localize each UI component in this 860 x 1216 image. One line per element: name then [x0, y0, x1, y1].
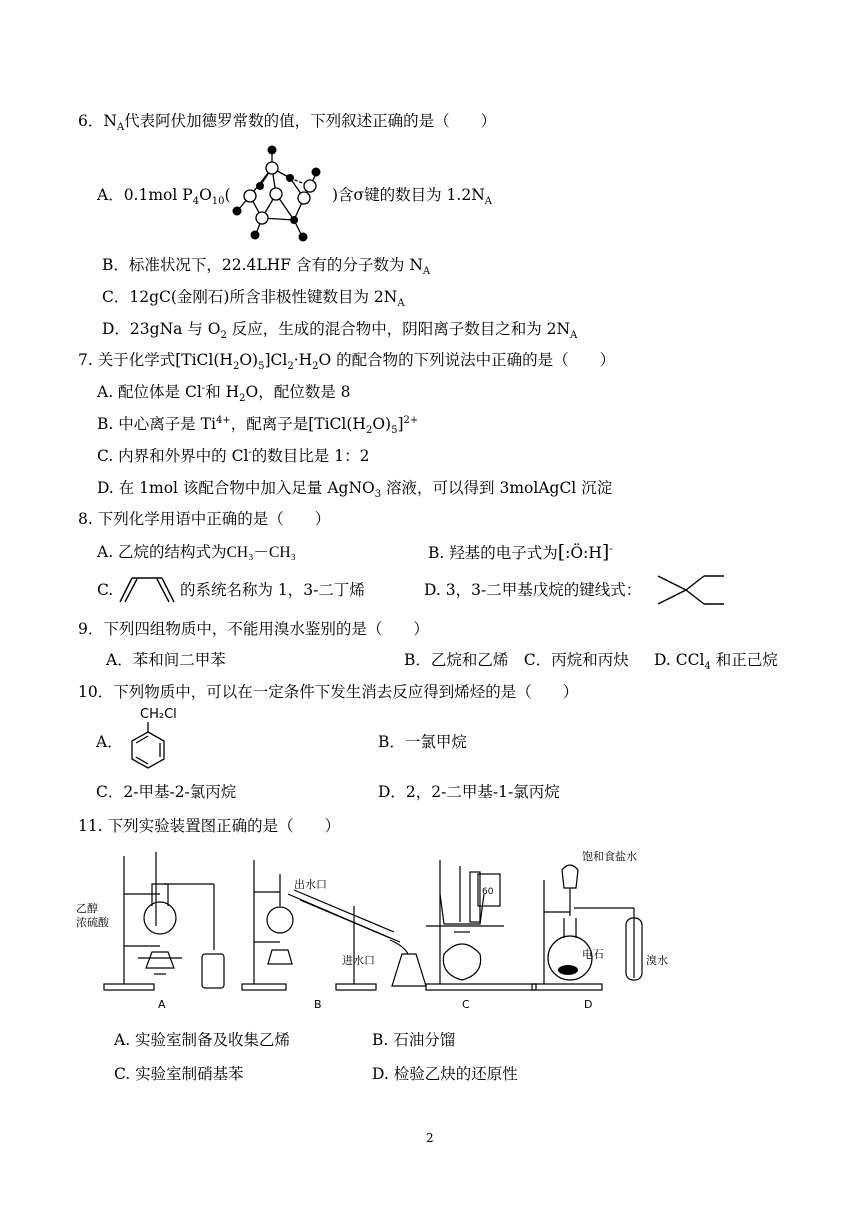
q10-option-c: C．2-甲基-2-氯丙烷	[96, 783, 237, 801]
q10-option-a-prefix: A．	[96, 733, 123, 751]
butadiene-skeletal-diagram	[118, 576, 178, 604]
q10-stem: 10．下列物质中，可以在一定条件下发生消去反应得到烯烃的是（ ）	[78, 683, 579, 701]
q8-option-a: A. 乙烷的结构式为CH₃－CH₃	[97, 543, 296, 561]
q7-option-c: C. 内界和外界中的 Cl-的数目比是 1：2	[97, 446, 370, 465]
q9-option-a: A．苯和间二甲苯	[106, 651, 226, 669]
q9-option-d: D. CCl$_4$ 和正己烷	[654, 651, 778, 673]
q8-stem: 8. 下列化学用语中正确的是（ ）	[78, 510, 331, 528]
q6-option-a-prefix: A．0.1mol $P_4O_{10}$(	[97, 186, 231, 208]
q7-stem: 7. 关于化学式$[TiCl(H_2O)_5]Cl_2\cdot H_2O$ 的配合物的下列说法中正确的是（ ）	[78, 351, 616, 373]
q11-option-c: C. 实验室制硝基苯	[114, 1065, 244, 1083]
q7-option-d: D. 在 1mol 该配合物中加入足量 AgNO$_3$ 溶液，可以得到 3molAgCl 沉淀	[97, 479, 613, 501]
q9-stem: 9．下列四组物质中，不能用溴水鉴别的是（ ）	[78, 620, 429, 638]
q6-option-b: B．标准状况下，22.4LHF 含有的分子数为 $N_A$	[102, 256, 431, 278]
q6-option-d: D．23gNa 与 $O_2$ 反应，生成的混合物中，阴阳离子数目之和为 $2N_A$	[102, 320, 578, 342]
q6-option-c: C．12gC(金刚石)所含非极性键数目为 $2N_A$	[102, 288, 405, 310]
q6-option-a-suffix: )含σ键的数目为 $1.2N_A$	[332, 186, 493, 208]
dimethylpentane-skeletal-diagram	[656, 574, 726, 606]
q11-option-a: A. 实验室制备及收集乙烯	[114, 1031, 291, 1049]
fig-a-tag: A	[158, 998, 166, 1011]
q8-option-c-prefix: C.	[97, 581, 114, 599]
q11-stem: 11. 下列实验装置图正确的是（ ）	[78, 817, 341, 835]
fig-d-label-bromine-water: 溴水	[646, 954, 668, 967]
fig-d-tag: D	[584, 998, 593, 1011]
q11-option-d: D. 检验乙炔的还原性	[372, 1065, 518, 1083]
q8-option-c-suffix: 的系统名称为 1，3-二丁烯	[180, 581, 365, 599]
q10-option-d: D．2，2-二甲基-1-氯丙烷	[378, 783, 560, 801]
fig-b-label-water-out: 出水口	[294, 878, 327, 891]
p4o10-molecule-diagram	[232, 140, 332, 244]
q7-option-a: A. 配位体是 Cl-和 $H_2O$，配位数是 8	[97, 382, 351, 405]
fig-b-tag: B	[314, 998, 322, 1011]
fig-d-label-carbide: 电石	[582, 948, 604, 961]
q10-option-b: B．一氯甲烷	[378, 733, 467, 751]
q9-option-bc: B．乙烷和乙烯 C．丙烷和丙炔	[404, 651, 629, 669]
fig-d-label-brine: 饱和食盐水	[582, 850, 637, 863]
page-number: 2	[426, 1131, 434, 1145]
q8-option-b: B. 羟基的电子式为[:Ö:H]-	[428, 541, 613, 563]
benzyl-chloride-diagram	[118, 704, 200, 774]
lab-apparatus-figure	[74, 846, 714, 1014]
q8-option-d: D. 3，3-二甲基戊烷的键线式：	[424, 581, 642, 599]
fig-c-thermometer-reading: 60	[482, 887, 494, 897]
fig-a-label-acid: 浓硫酸	[76, 916, 109, 929]
q6-stem: 6．$N_A$代表阿伏加德罗常数的值，下列叙述正确的是（ ）	[78, 112, 497, 134]
q7-option-b: B. 中心离子是 $Ti^{4+}$，配离子是$[TiCl(H_2O)_5]^{2+}$	[97, 414, 419, 437]
benzyl-chloride-label: CH₂Cl	[140, 707, 177, 722]
q11-option-b: B. 石油分馏	[372, 1031, 456, 1049]
fig-c-tag: C	[462, 998, 470, 1011]
fig-b-label-water-in: 进水口	[342, 954, 375, 967]
fig-a-label-ethanol: 乙醇	[76, 902, 98, 915]
